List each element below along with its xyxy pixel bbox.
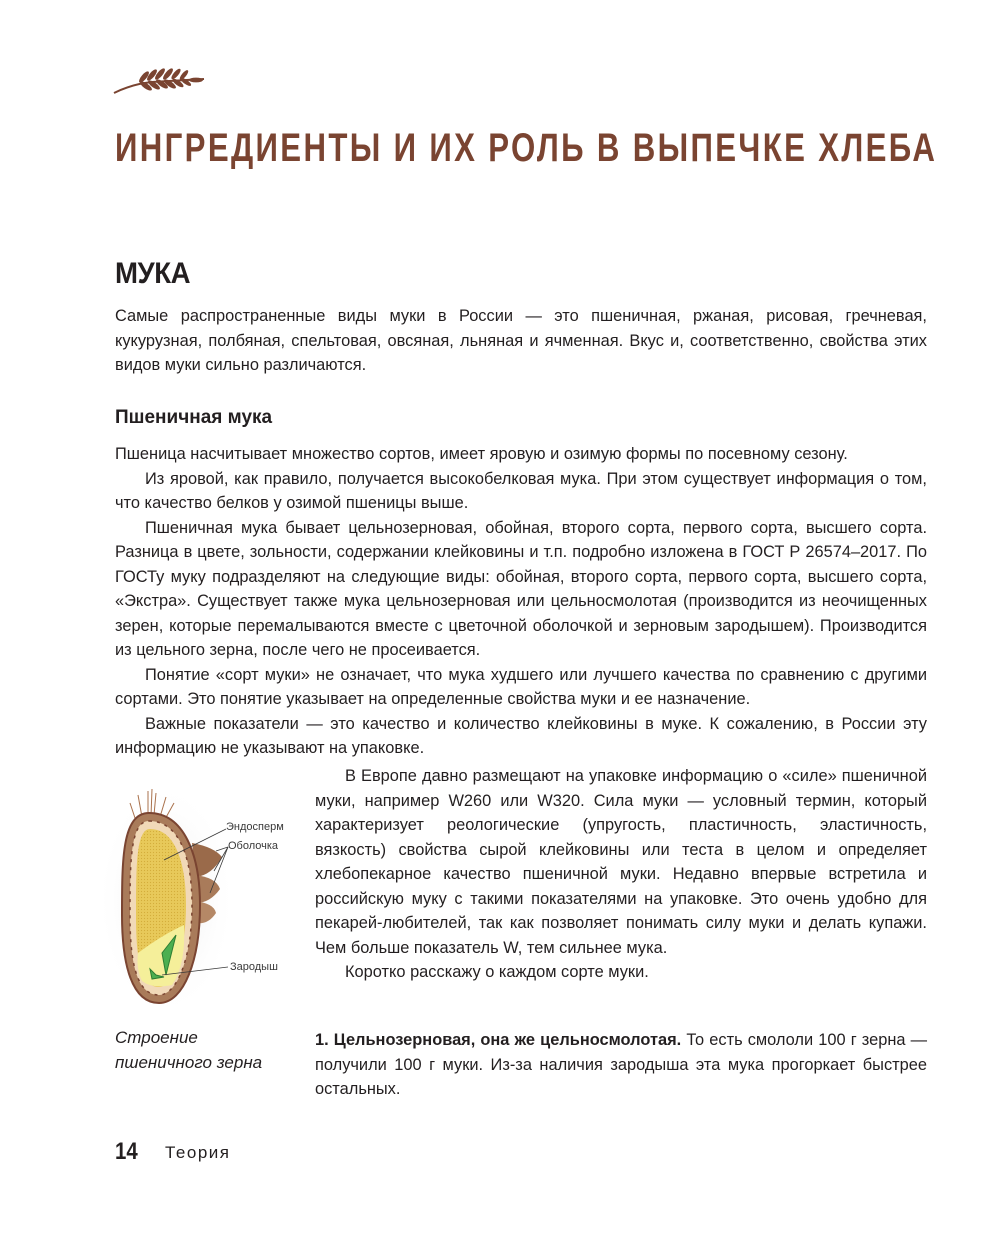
wheat-grain-diagram	[104, 785, 300, 1015]
wheat-ear-icon	[112, 66, 208, 96]
body-paragraph: Пшеничная мука бывает цельнозерновая, обойная, второго сорта, первого сорта, высшего сорта. Разница в цвете, зольности, содержании клейковины и т.п. подробно изложена в ГОСТ Р 26574–2017. По ГОСТу муку подразделяют на следующие виды: обойная, второго сорта, первого сорта, высшего сорта, «Экстра». Существует также мука цельнозерновая или цельносмолотая (производится из неочищенных зерен, которые перемалываются вместе с цветочной оболочкой и зерновым зародышем). Производится из цельного зерна, после чего не просеивается.	[115, 518, 927, 659]
body-paragraph: Пшеница насчитывает множество сортов, имеет яровую и озимую формы по посевному сезону.	[115, 445, 848, 463]
list-item-text: То есть смололи 100 г зерна — получили 100 г муки. Из-за наличия зародыша эта мука прогоркает быстрее остальных.	[315, 1031, 927, 1098]
main-body	[115, 442, 927, 761]
body-paragraph: Из яровой, как правило, получается высокобелковая мука. При этом существует информация о том, что качество белков у озимой пшеницы выше.	[115, 469, 927, 512]
page-number: 14	[115, 1138, 138, 1165]
section-title: МУКА	[115, 257, 191, 290]
body-paragraph: Важные показатели — это качество и количество клейковины в муке. К сожалению, в России эту информацию не указывают на упаковке.	[115, 714, 927, 757]
body-paragraph: Коротко расскажу о каждом сорте муки.	[345, 963, 649, 981]
label-endosperm: Эндосперм	[226, 821, 284, 833]
running-footer-section: Теория	[165, 1143, 231, 1162]
label-germ: Зародыш	[230, 961, 278, 973]
subsection-title: Пшеничная мука	[115, 407, 273, 428]
intro-paragraph: Самые распространенные виды муки в России — это пшеничная, ржаная, рисовая, гречневая, кукурузная, полбяная, спельтовая, овсяная, льняная и ячменная. Вкус и, соответственно, свойства этих видов муки сильно различаются.	[115, 307, 927, 374]
figure-caption: Строение пшеничного зерна	[115, 1028, 263, 1072]
side-body	[315, 764, 927, 985]
body-paragraph: В Европе давно размещают на упаковке информацию о «силе» пшеничной муки, например W260 или W320. Сила муки — условный термин, который характеризует реологические (упругость, пластичность, эластичность, вязкость) свойства сырой клейковины или теста в целом и определяет хлебопекарное качество пшеничной муки. Недавно впервые встретила и российскую муку с такими показателями на упаковке. Это очень удобно для пекарей-любителей, так как позволяет понимать силу муки и делать купажи. Чем больше показатель W, тем сильнее мука.	[315, 767, 927, 957]
list-item-lead: 1. Цельнозерновая, она же цельносмолотая.	[315, 1031, 682, 1049]
label-shell: Оболочка	[228, 840, 279, 852]
section-intro	[115, 304, 927, 378]
body-paragraph: Понятие «сорт муки» не означает, что мука худшего или лучшего качества по сравнению с другими сортами. Это понятие указывает на определенные свойства муки и ее назначение.	[115, 665, 927, 708]
flour-list-item-1	[315, 1028, 927, 1102]
chapter-title: ИНГРЕДИЕНТЫ И ИХ РОЛЬ В ВЫПЕЧКЕ ХЛЕБА	[115, 126, 938, 170]
